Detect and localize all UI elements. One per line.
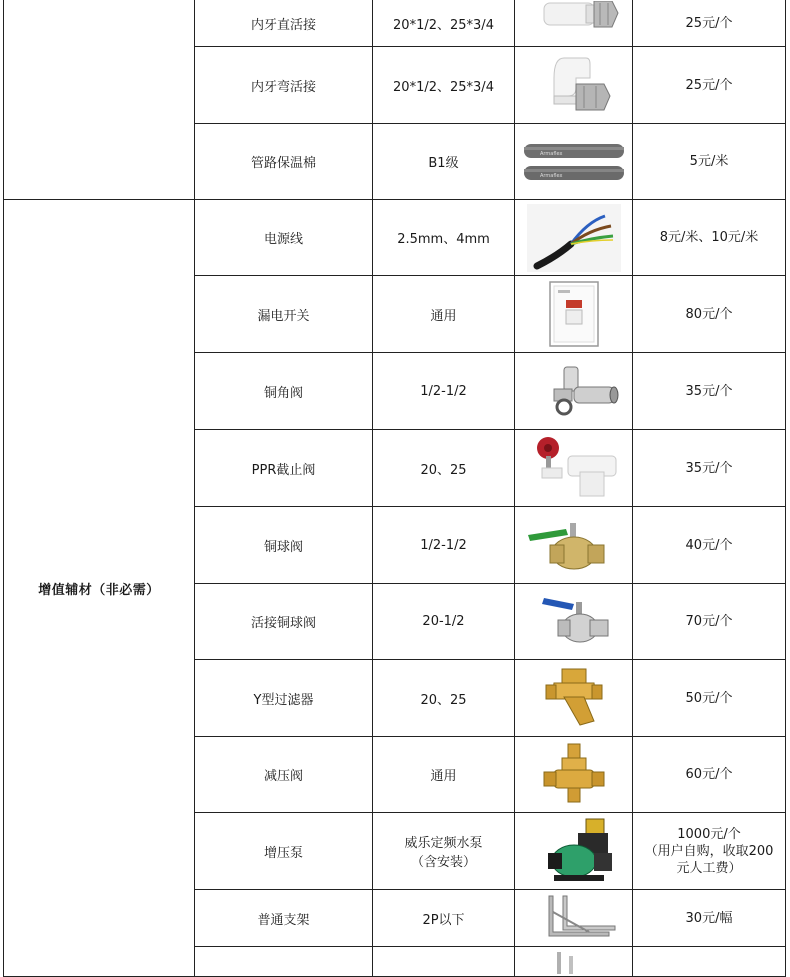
item-image bbox=[515, 813, 633, 890]
item-name bbox=[195, 947, 373, 977]
item-price bbox=[633, 947, 786, 977]
item-name: 铜角阀 bbox=[195, 353, 373, 430]
item-name: 内牙直活接 bbox=[195, 0, 373, 47]
item-price: 35元/个 bbox=[633, 353, 786, 430]
item-image bbox=[515, 890, 633, 947]
ppr-stop-valve-icon bbox=[524, 434, 624, 502]
booster-pump-icon bbox=[524, 815, 624, 887]
svg-text:Armaflex: Armaflex bbox=[539, 172, 562, 179]
pipe-insulation-icon bbox=[522, 134, 626, 190]
angle-valve-icon bbox=[524, 359, 624, 423]
item-spec: 20*1/2、25*3/4 bbox=[373, 0, 515, 47]
item-name: 电源线 bbox=[195, 200, 373, 276]
item-price: 40元/个 bbox=[633, 507, 786, 584]
item-spec: 2P以下 bbox=[373, 890, 515, 947]
item-price: 1000元/个 （用户自购，收取200 元人工费） bbox=[633, 813, 786, 890]
svg-text:Armaflex: Armaflex bbox=[539, 150, 562, 157]
item-spec: 威乐定频水泵 （含安装） bbox=[373, 813, 515, 890]
item-price: 25元/个 bbox=[633, 0, 786, 47]
item-spec: 20、25 bbox=[373, 660, 515, 737]
item-image bbox=[515, 430, 633, 507]
item-image bbox=[515, 737, 633, 813]
item-image bbox=[515, 47, 633, 124]
item-name: 减压阀 bbox=[195, 737, 373, 813]
item-spec: B1级 bbox=[373, 124, 515, 200]
item-price: 35元/个 bbox=[633, 430, 786, 507]
ball-valve-icon bbox=[522, 513, 626, 577]
item-price: 5元/米 bbox=[633, 124, 786, 200]
item-spec: 20*1/2、25*3/4 bbox=[373, 47, 515, 124]
item-image bbox=[515, 584, 633, 660]
item-price: 50元/个 bbox=[633, 660, 786, 737]
item-spec: 通用 bbox=[373, 276, 515, 353]
leakage-switch-icon bbox=[544, 280, 604, 348]
table-row bbox=[4, 0, 786, 47]
item-image bbox=[515, 947, 633, 977]
pressure-reducing-valve-icon bbox=[524, 742, 624, 808]
item-name: 铜球阀 bbox=[195, 507, 373, 584]
item-name: 普通支架 bbox=[195, 890, 373, 947]
item-price: 25元/个 bbox=[633, 47, 786, 124]
price-table bbox=[3, 0, 786, 977]
item-name: 漏电开关 bbox=[195, 276, 373, 353]
item-image bbox=[515, 0, 633, 47]
item-name: 内牙弯活接 bbox=[195, 47, 373, 124]
bracket-partial-icon bbox=[529, 950, 619, 974]
y-strainer-icon bbox=[524, 665, 624, 731]
item-spec: 通用 bbox=[373, 737, 515, 813]
item-spec bbox=[373, 947, 515, 977]
item-image bbox=[515, 660, 633, 737]
item-name: 增压泵 bbox=[195, 813, 373, 890]
item-image bbox=[515, 276, 633, 353]
item-spec: 20-1/2 bbox=[373, 584, 515, 660]
item-image bbox=[515, 200, 633, 276]
item-name: Y型过滤器 bbox=[195, 660, 373, 737]
straight-union-fitting-icon bbox=[524, 1, 624, 45]
item-spec: 2.5mm、4mm bbox=[373, 200, 515, 276]
elbow-union-fitting-icon bbox=[524, 50, 624, 120]
item-spec: 1/2-1/2 bbox=[373, 507, 515, 584]
item-price: 8元/米、10元/米 bbox=[633, 200, 786, 276]
item-spec: 20、25 bbox=[373, 430, 515, 507]
item-image bbox=[515, 124, 633, 200]
power-cable-icon bbox=[527, 204, 621, 272]
bracket-icon bbox=[529, 892, 619, 944]
table-row bbox=[4, 200, 786, 276]
category-cell bbox=[4, 0, 195, 200]
item-price: 70元/个 bbox=[633, 584, 786, 660]
item-image bbox=[515, 507, 633, 584]
item-name: 管路保温棉 bbox=[195, 124, 373, 200]
item-price: 80元/个 bbox=[633, 276, 786, 353]
item-spec: 1/2-1/2 bbox=[373, 353, 515, 430]
union-ball-valve-icon bbox=[524, 590, 624, 654]
item-name: 活接铜球阀 bbox=[195, 584, 373, 660]
item-price: 60元/个 bbox=[633, 737, 786, 813]
item-name: PPR截止阀 bbox=[195, 430, 373, 507]
category-cell: 增值辅材（非必需） bbox=[4, 200, 195, 977]
item-image bbox=[515, 353, 633, 430]
item-price: 30元/幅 bbox=[633, 890, 786, 947]
